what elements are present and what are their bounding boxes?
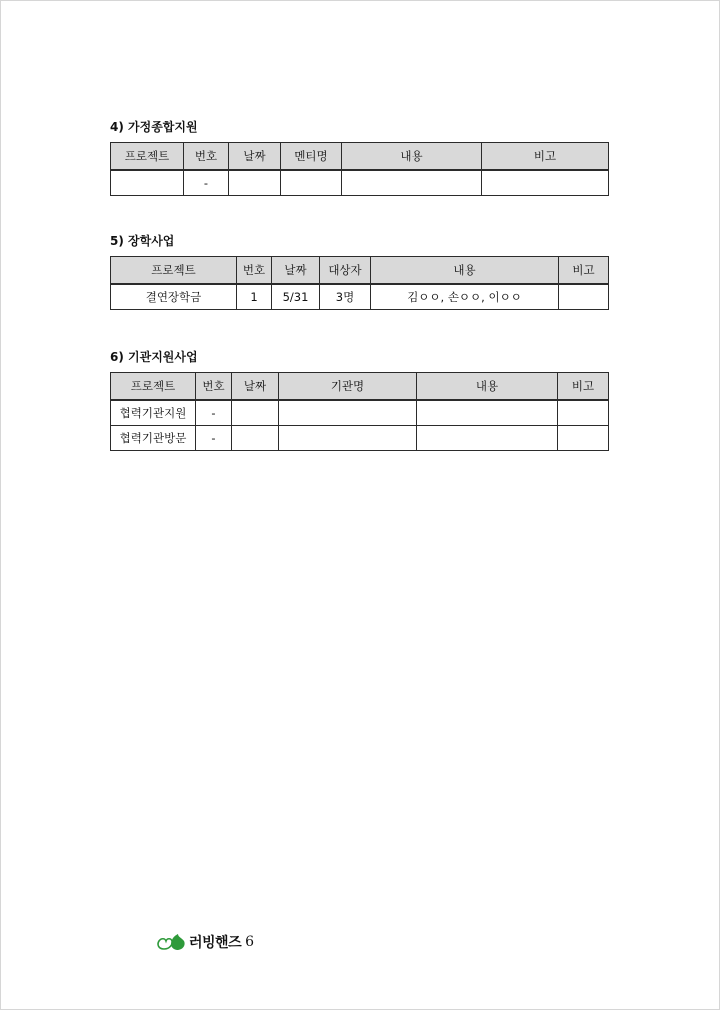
section-title: 4) 가정종합지원 bbox=[110, 120, 198, 134]
table-row bbox=[111, 400, 609, 426]
header-mentee: 멘티명 bbox=[281, 143, 342, 171]
section-title: 6) 기관지원사업 bbox=[110, 350, 198, 364]
header-remarks: 비고 bbox=[482, 143, 609, 171]
header-content: 내용 bbox=[417, 373, 558, 401]
section-institution-support bbox=[110, 350, 608, 451]
institution-support-table bbox=[110, 372, 609, 451]
table-row bbox=[111, 426, 609, 451]
footer bbox=[156, 930, 254, 954]
table-row bbox=[111, 284, 609, 310]
cell-mentee bbox=[281, 170, 342, 196]
section-scholarship bbox=[110, 234, 608, 310]
scholarship-table bbox=[110, 256, 609, 310]
table-row bbox=[111, 170, 609, 196]
cell-content bbox=[417, 400, 558, 426]
logo-text: 러빙핸즈 bbox=[189, 935, 242, 951]
cell-remarks bbox=[558, 426, 609, 451]
cell-number: 1 bbox=[237, 284, 272, 310]
section-family-support bbox=[110, 120, 608, 196]
header-number: 번호 bbox=[237, 257, 272, 285]
cell-remarks bbox=[559, 284, 609, 310]
cell-project: 결연장학금 bbox=[111, 284, 237, 310]
header-number: 번호 bbox=[184, 143, 229, 171]
section-title: 5) 장학사업 bbox=[110, 234, 175, 248]
cell-institution bbox=[279, 400, 417, 426]
cell-remarks bbox=[482, 170, 609, 196]
page-number: 6 bbox=[245, 934, 255, 950]
header-remarks: 비고 bbox=[558, 373, 609, 401]
cell-project: 협력기관지원 bbox=[111, 400, 196, 426]
cell-date bbox=[229, 170, 281, 196]
cell-content bbox=[342, 170, 482, 196]
family-support-table bbox=[110, 142, 609, 196]
header-project: 프로젝트 bbox=[111, 143, 184, 171]
cell-date bbox=[232, 400, 279, 426]
loving-hands-logo-icon bbox=[156, 932, 186, 952]
header-content: 내용 bbox=[371, 257, 559, 285]
header-date: 날짜 bbox=[272, 257, 320, 285]
cell-remarks bbox=[558, 400, 609, 426]
table-header-row bbox=[111, 257, 609, 285]
header-project: 프로젝트 bbox=[111, 257, 237, 285]
header-date: 날짜 bbox=[232, 373, 279, 401]
header-target: 대상자 bbox=[320, 257, 371, 285]
header-date: 날짜 bbox=[229, 143, 281, 171]
header-institution: 기관명 bbox=[279, 373, 417, 401]
header-remarks: 비고 bbox=[559, 257, 609, 285]
cell-content bbox=[417, 426, 558, 451]
cell-number: - bbox=[184, 170, 229, 196]
cell-project bbox=[111, 170, 184, 196]
cell-institution bbox=[279, 426, 417, 451]
cell-date: 5/31 bbox=[272, 284, 320, 310]
cell-project: 협력기관방문 bbox=[111, 426, 196, 451]
cell-number: - bbox=[196, 426, 232, 451]
cell-date bbox=[232, 426, 279, 451]
header-project: 프로젝트 bbox=[111, 373, 196, 401]
table-header-row bbox=[111, 143, 609, 171]
cell-target: 3명 bbox=[320, 284, 371, 310]
header-number: 번호 bbox=[196, 373, 232, 401]
header-content: 내용 bbox=[342, 143, 482, 171]
cell-number: - bbox=[196, 400, 232, 426]
table-header-row bbox=[111, 373, 609, 401]
cell-content: 김ㅇㅇ, 손ㅇㅇ, 이ㅇㅇ bbox=[371, 284, 559, 310]
